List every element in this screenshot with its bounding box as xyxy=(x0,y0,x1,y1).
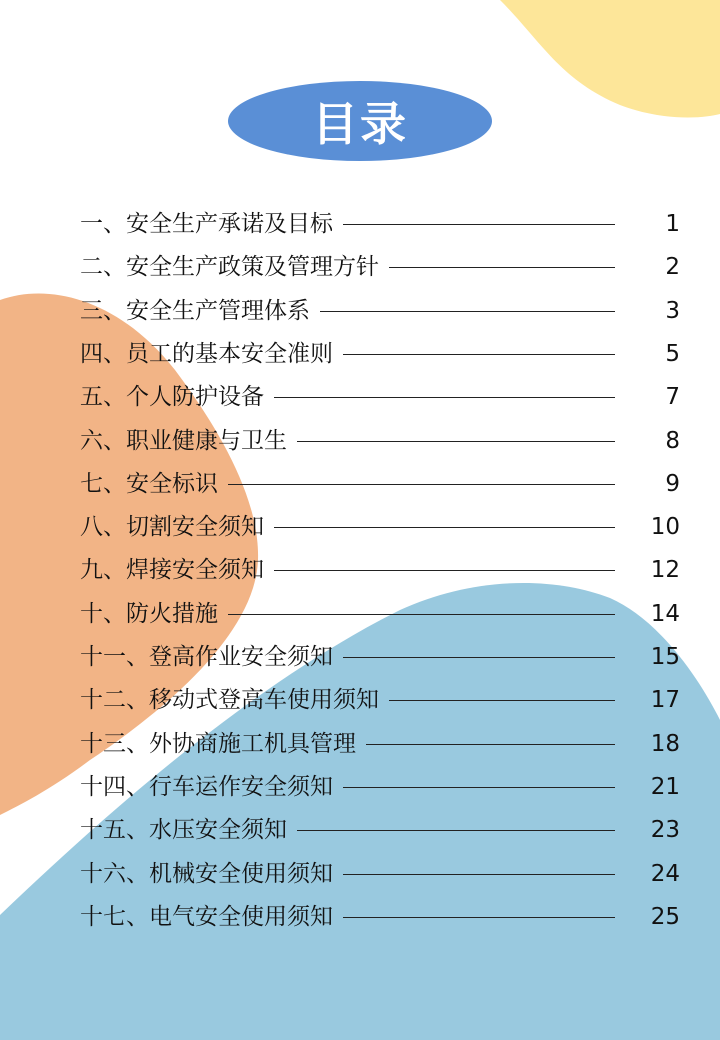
toc-entry-label: 十三、外协商施工机具管理 xyxy=(80,730,356,757)
toc-entry-label: 三、安全生产管理体系 xyxy=(80,297,310,324)
toc-entry-label: 十、防火措施 xyxy=(80,600,218,627)
toc-entry-page-number: 25 xyxy=(650,903,680,930)
toc-leader-line xyxy=(343,787,615,788)
toc-entry-label: 十五、水压安全须知 xyxy=(80,817,287,844)
toc-leader-line xyxy=(274,527,615,528)
toc-entry[interactable] xyxy=(80,552,680,588)
toc-leader-line xyxy=(389,700,615,701)
toc-entry[interactable] xyxy=(80,726,680,762)
toc-entry-label: 十一、登高作业安全须知 xyxy=(80,644,333,670)
toc-entry[interactable] xyxy=(80,293,680,329)
toc-entry-page-number: 14 xyxy=(650,600,680,627)
toc-entry[interactable] xyxy=(80,379,680,415)
toc-entry[interactable] xyxy=(80,899,680,935)
toc-entry-page-number: 9 xyxy=(665,470,680,497)
toc-entry-label: 六、职业健康与卫生 xyxy=(80,427,287,454)
toc-entry[interactable] xyxy=(80,206,680,242)
toc-entry[interactable] xyxy=(80,769,680,805)
page-title: 目录 xyxy=(312,97,408,151)
toc-entry-label: 十四、行车运作安全须知 xyxy=(80,773,333,800)
toc-entry-label: 十六、机械安全使用须知 xyxy=(80,860,333,887)
toc-entry-page-number: 17 xyxy=(650,687,680,714)
toc-entry[interactable] xyxy=(80,596,680,632)
toc-leader-line xyxy=(366,744,615,745)
toc-entry-page-number: 7 xyxy=(665,384,680,411)
toc-entry-label: 九、焊接安全须知 xyxy=(80,557,264,584)
toc-entry-page-number: 8 xyxy=(665,427,680,454)
toc-entry-label: 八、切割安全须知 xyxy=(80,514,264,541)
toc-entry-label: 十七、电气安全使用须知 xyxy=(80,903,333,930)
toc-entry-page-number: 2 xyxy=(665,254,680,281)
toc-entry-page-number: 10 xyxy=(650,514,680,541)
toc-entry-page-number: 12 xyxy=(650,557,680,584)
toc-leader-line xyxy=(320,311,615,312)
toc-entry-label: 二、安全生产政策及管理方针 xyxy=(80,254,379,281)
toc-entry-label: 七、安全标识 xyxy=(80,470,218,497)
toc-leader-line xyxy=(343,917,615,918)
toc-entry[interactable] xyxy=(80,509,680,545)
toc-entry-label: 五、个人防护设备 xyxy=(80,384,264,411)
toc-leader-line xyxy=(297,830,615,831)
toc-entry-page-number: 3 xyxy=(665,297,680,324)
toc-leader-line xyxy=(274,570,615,571)
toc-entry-page-number: 5 xyxy=(665,340,680,367)
toc-leader-line xyxy=(228,614,615,615)
toc-leader-line xyxy=(343,657,615,658)
toc-entry-page-number: 18 xyxy=(650,730,680,757)
toc-entry[interactable] xyxy=(80,336,680,372)
toc-entry[interactable] xyxy=(80,856,680,892)
toc-leader-line xyxy=(343,224,615,225)
toc-entry[interactable] xyxy=(80,812,680,848)
toc-leader-line xyxy=(343,354,615,355)
toc-entry[interactable] xyxy=(80,423,680,459)
toc-entry-label: 一、安全生产承诺及目标 xyxy=(80,211,333,237)
toc-entry[interactable] xyxy=(80,682,680,718)
toc-leader-line xyxy=(343,874,615,875)
toc-entry[interactable] xyxy=(80,639,680,675)
toc-entry-page-number: 15 xyxy=(650,644,680,670)
toc-entry[interactable] xyxy=(80,466,680,502)
toc-entry[interactable] xyxy=(80,249,680,285)
toc-leader-line xyxy=(228,484,615,485)
toc-entry-page-number: 21 xyxy=(650,773,680,800)
toc-entry-page-number: 24 xyxy=(650,860,680,887)
toc-leader-line xyxy=(297,441,615,442)
toc-leader-line xyxy=(389,267,615,268)
toc-entry-page-number: 1 xyxy=(665,211,680,237)
toc-entry-label: 四、员工的基本安全准则 xyxy=(80,340,333,367)
toc-entry-page-number: 23 xyxy=(650,817,680,844)
toc-entry-label: 十二、移动式登高车使用须知 xyxy=(80,687,379,714)
toc-leader-line xyxy=(274,397,615,398)
